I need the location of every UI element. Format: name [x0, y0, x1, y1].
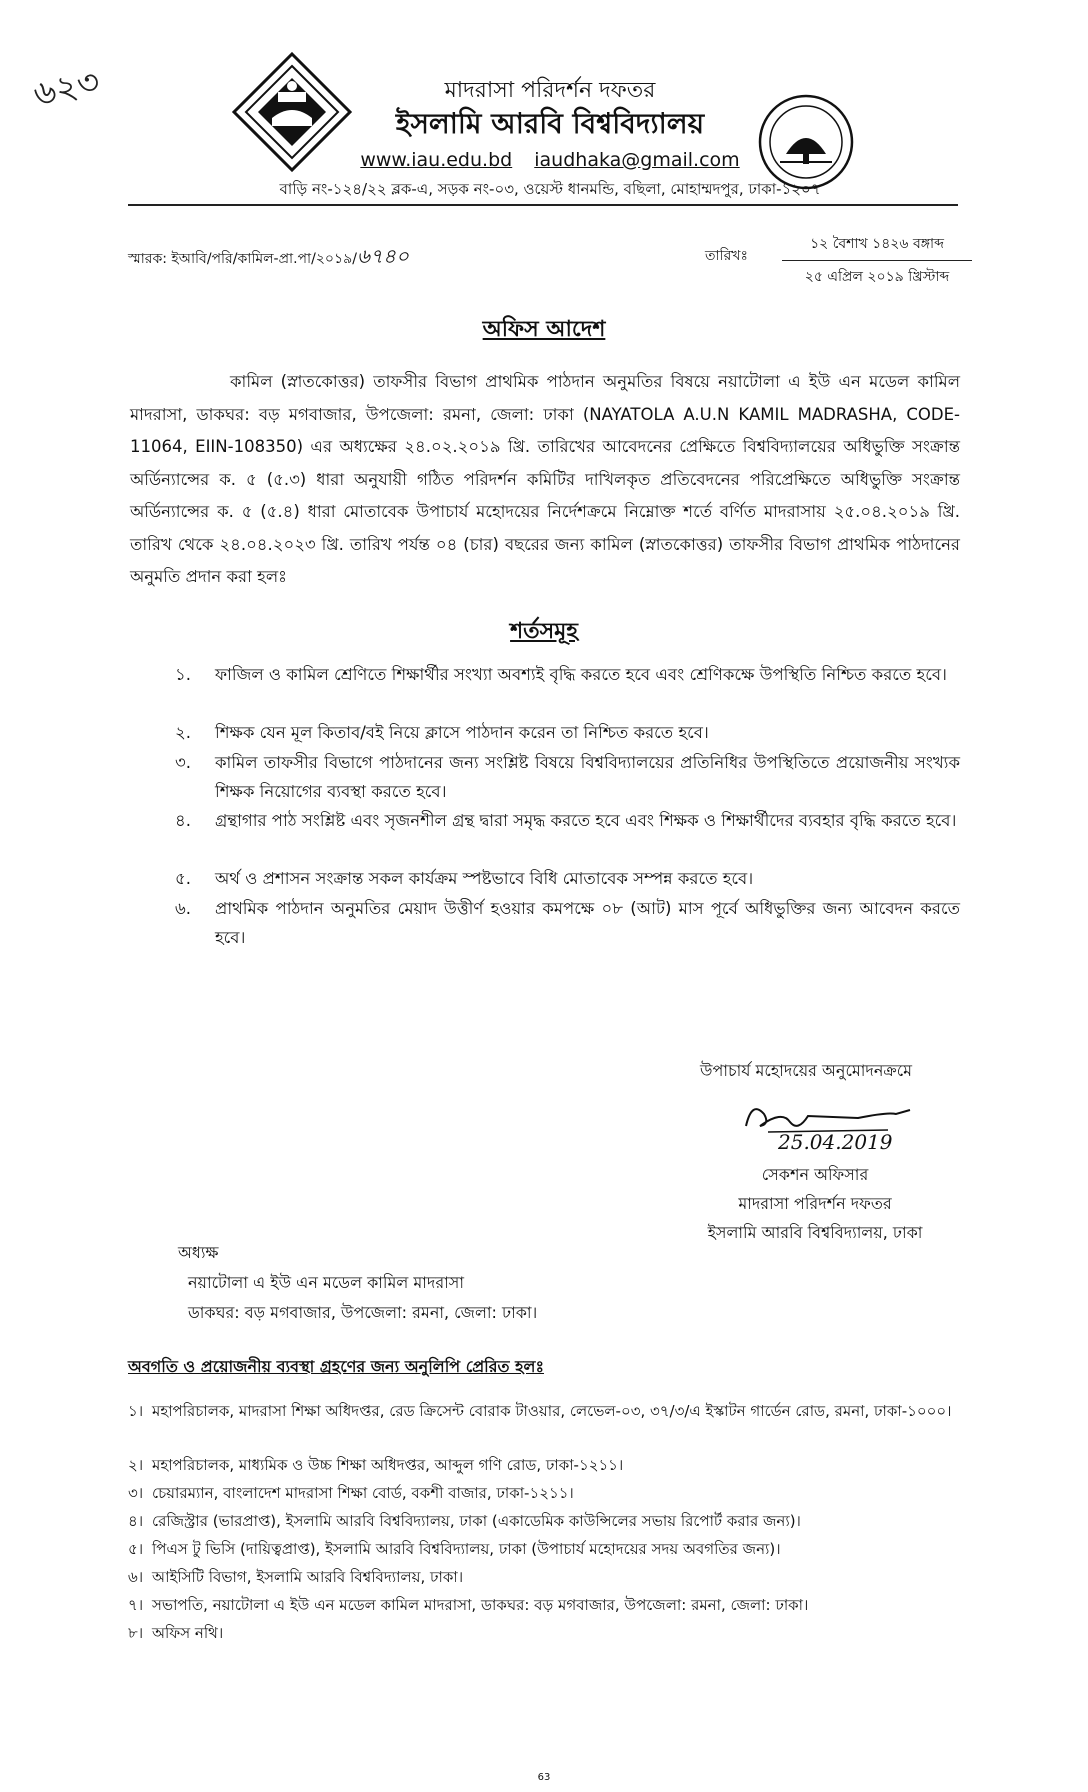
- memo-prefix: স্মারক: ইআবি/পরি/কামিল-প্রা.পা/২০১৯/: [128, 251, 357, 267]
- letterhead: [340, 76, 760, 174]
- approval-note: উপাচার্য মহোদয়ের অনুমোদনক্রমে: [700, 1061, 913, 1080]
- date-box: [782, 230, 972, 291]
- recipient-institution: নয়াটোলা এ ইউ এন মডেল কামিল মাদরাসা: [188, 1273, 464, 1292]
- cc-text: পিএস টু ভিসি (দায়িত্বপ্রাপ্ত), ইসলামি আরবি বিশ্ববিদ্যালয়, ঢাকা (উপাচার্য মহোদয়ের সদয় অবগতির জন্য)।: [152, 1540, 781, 1558]
- signature-date: 25.04.2019: [778, 1130, 893, 1154]
- order-body: কামিল (স্নাতকোত্তর) তাফসীর বিভাগ প্রাথমিক পাঠদান অনুমতির বিষয়ে নয়াটোলা এ ইউ এন মডেল কামিল মাদরাসা, ডাকঘর: বড় মগবাজার, উপজেলা: রমনা, জেলা: ঢাকা (NAYATOLA A.U.N KAMIL MADRASHA, CODE-11064, EIIN-108350) এর অধ্যক্ষের ২৪.০২.২০১৯ খ্রি. তারিখের আবেদনের প্রেক্ষিতে বিশ্ববিদ্যালয়ের অধিভুক্তি সংক্রান্ত অর্ডিন্যান্সের ক. ৫ (৫.৩) ধারা অনুযায়ী গঠিত পরিদর্শন কমিটির দাখিলকৃত প্রতিবেদনের পরিপ্রেক্ষিতে অধিভুক্তি সংক্রান্ত অর্ডিন্যান্সের ক. ৫ (৫.৪) ধারা মোতাবেক উপাচার্য মহোদয়ের নির্দেশক্রমে নিম্নোক্ত শর্তে বর্ণিত মাদরাসায় ২৫.০৪.২০১৯ খ্রি. তারিখ থেকে ২৪.০৪.২০২৩ খ্রি. তারিখ পর্যন্ত ০৪ (চার) বছরের জন্য কামিল (স্নাতকোত্তর) তাফসীর বিভাগ প্রাথমিক পাঠদানের অনুমতি প্রদান করা হলঃ: [130, 372, 960, 586]
- cc-text: মহাপরিচালক, মাদরাসা শিক্ষা অধিদপ্তর, রেড ক্রিসেন্ট বোরাক টাওয়ার, লেভেল-০৩, ৩৭/৩/এ ইস্কাটন গার্ডেন রোড, রমনা, ঢাকা-১০০০।: [152, 1402, 952, 1420]
- date-label: তারিখঃ: [705, 248, 748, 264]
- cc-item: [128, 1536, 958, 1563]
- condition-number: ২.: [175, 723, 191, 742]
- conditions-title: [0, 614, 1088, 651]
- cc-item: [128, 1564, 958, 1591]
- condition-number: ৪.: [175, 811, 191, 830]
- seal-icon: [756, 92, 856, 192]
- signer-block: [680, 1160, 950, 1247]
- cc-number: ৩।: [128, 1484, 144, 1502]
- document-title-text: অফিস আদেশ: [482, 317, 606, 342]
- memo-number: ৬৭৪০: [356, 244, 409, 268]
- condition-item: [175, 864, 960, 893]
- cc-item: [128, 1480, 958, 1507]
- cc-number: ৪।: [128, 1512, 144, 1530]
- cc-text: চেয়ারম্যান, বাংলাদেশ মাদরাসা শিক্ষা বোর্ড, বকশী বাজার, ঢাকা-১২১১।: [152, 1484, 574, 1502]
- condition-item: [175, 806, 960, 835]
- copy-distribution-title: অবগতি ও প্রয়োজনীয় ব্যবস্থা গ্রহণের জন্য অনুলিপি প্রেরিত হলঃ: [128, 1357, 544, 1376]
- recipient-title: অধ্যক্ষ: [178, 1243, 219, 1262]
- condition-text: প্রাথমিক পাঠদান অনুমতির মেয়াদ উত্তীর্ণ হওয়ার কমপক্ষে ০৮ (আট) মাস পূর্বে অধিভুক্তির জন্য আবেদন করতে হবে।: [215, 899, 960, 947]
- cc-text: সভাপতি, নয়াটোলা এ ইউ এন মডেল কামিল মাদরাসা, ডাকঘর: বড় মগবাজার, উপজেলা: রমনা, জেলা: ঢাকা।: [152, 1596, 809, 1614]
- handwritten-number: ৬২৩: [30, 61, 104, 115]
- cc-item: [128, 1508, 958, 1535]
- conditions-title-text: শর্তসমূহ: [510, 619, 578, 644]
- university-logo-icon: [228, 48, 356, 176]
- condition-item: [175, 660, 960, 689]
- cc-text: রেজিস্ট্রার (ভারপ্রাপ্ত), ইসলামি আরবি বিশ্ববিদ্যালয়, ঢাকা (একাডেমিক কাউন্সিলের সভায় রিপোর্ট করার জন্য)।: [152, 1512, 801, 1530]
- cc-number: ৭।: [128, 1596, 144, 1614]
- cc-number: ১।: [128, 1402, 144, 1420]
- signer-university: ইসলামি আরবি বিশ্ববিদ্যালয়, ঢাকা: [707, 1223, 923, 1242]
- recipient-address: ডাকঘর: বড় মগবাজার, উপজেলা: রমনা, জেলা: ঢাকা।: [188, 1303, 538, 1322]
- condition-item: [175, 748, 960, 806]
- page-number: 63: [537, 1772, 551, 1783]
- date-divider: [782, 260, 972, 261]
- cc-item: [128, 1592, 958, 1619]
- recipient-block: [178, 1238, 538, 1328]
- university-name: ইসলামি আরবি বিশ্ববিদ্যালয়: [395, 107, 705, 140]
- office-name: মাদরাসা পরিদর্শন দফতর: [444, 78, 656, 103]
- contact-line: [340, 146, 760, 174]
- condition-number: ৩.: [175, 753, 191, 772]
- cc-number: ৬।: [128, 1568, 144, 1586]
- condition-number: ৫.: [175, 869, 191, 888]
- condition-text: ফাজিল ও কামিল শ্রেণিতে শিক্ষার্থীর সংখ্যা অবশ্যই বৃদ্ধি করতে হবে এবং শ্রেণিকক্ষে উপস্থিতি নিশ্চিত করতে হবে।: [215, 665, 947, 684]
- condition-number: ১.: [175, 665, 191, 684]
- header-divider: [128, 204, 958, 206]
- condition-item: [175, 718, 960, 747]
- date-gregorian: ২৫ এপ্রিল ২০১৯ খ্রিস্টাব্দ: [804, 269, 950, 285]
- cc-text: মহাপরিচালক, মাধ্যমিক ও উচ্চ শিক্ষা অধিদপ্তর, আব্দুল গণি রোড, ঢাকা-১২১১।: [152, 1456, 624, 1474]
- website-link[interactable]: www.iau.edu.bd: [360, 149, 513, 171]
- document-title: [0, 312, 1088, 349]
- signer-designation: সেকশন অফিসার: [761, 1165, 869, 1184]
- cc-text: আইসিটি বিভাগ, ইসলামি আরবি বিশ্ববিদ্যালয়, ঢাকা।: [152, 1568, 464, 1586]
- cc-item: [128, 1620, 958, 1647]
- condition-text: অর্থ ও প্রশাসন সংক্রান্ত সকল কার্যক্রম স্পষ্টভাবে বিধি মোতাবেক সম্পন্ন করতে হবে।: [215, 869, 754, 888]
- signer-office: মাদরাসা পরিদর্শন দফতর: [738, 1194, 892, 1213]
- email-link[interactable]: iaudhaka@gmail.com: [534, 149, 740, 171]
- cc-item: [128, 1398, 958, 1425]
- cc-text: অফিস নথি।: [152, 1624, 224, 1642]
- date-bangla: ১২ বৈশাখ ১৪২৬ বঙ্গাব্দ: [810, 236, 944, 252]
- memo-reference: [128, 242, 409, 275]
- condition-item: [175, 894, 960, 952]
- cc-item: [128, 1452, 958, 1479]
- address: বাড়ি নং-১২৪/২২ ব্লক-এ, সড়ক নং-০৩, ওয়েস্ট ধানমন্ডি, বছিলা, মোহাম্মদপুর, ঢাকা-১২০৭: [279, 180, 821, 198]
- cc-number: ৮।: [128, 1624, 144, 1642]
- cc-number: ৫।: [128, 1540, 144, 1558]
- cc-number: ২।: [128, 1456, 144, 1474]
- condition-text: শিক্ষক যেন মূল কিতাব/বই নিয়ে ক্লাসে পাঠদান করেন তা নিশ্চিত করতে হবে।: [215, 723, 709, 742]
- condition-text: কামিল তাফসীর বিভাগে পাঠদানের জন্য সংশ্লিষ্ট বিষয়ে বিশ্ববিদ্যালয়ের প্রতিনিধির উপস্থিতিতে প্রয়োজনীয় সংখ্যক শিক্ষক নিয়োগের ব্যবস্থা করতে হবে।: [215, 753, 960, 801]
- condition-text: গ্রন্থাগার পাঠ সংশ্লিষ্ট এবং সৃজনশীল গ্রন্থ দ্বারা সমৃদ্ধ করতে হবে এবং শিক্ষক ও শিক্ষার্থীদের ব্যবহার বৃদ্ধি করতে হবে।: [215, 811, 957, 830]
- condition-number: ৬.: [175, 899, 191, 918]
